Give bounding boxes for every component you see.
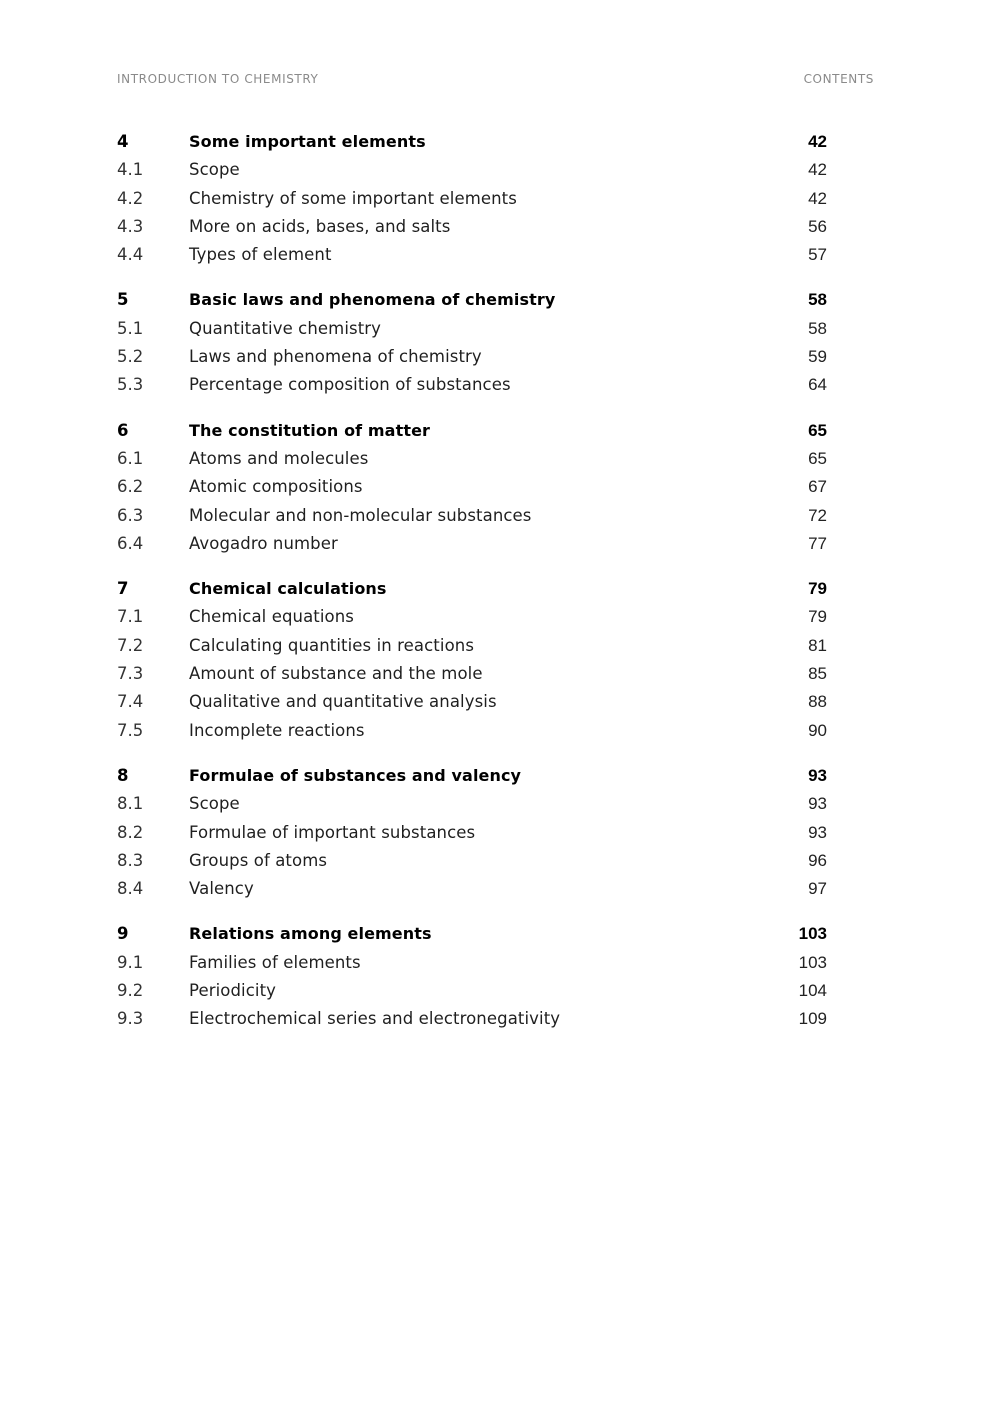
page-number: 81	[808, 635, 827, 655]
section-entry[interactable]	[117, 1005, 827, 1033]
section-number: 7.3	[117, 664, 144, 684]
page-number: 103	[798, 924, 827, 944]
chapter-4	[117, 128, 827, 269]
page-number: 109	[798, 1009, 827, 1029]
page-number: 59	[808, 347, 827, 367]
chapter-heading[interactable]	[117, 920, 827, 948]
section-entry[interactable]	[117, 530, 827, 558]
page-number: 77	[808, 533, 827, 553]
section-entry[interactable]	[117, 632, 827, 660]
section-title: Periodicity	[189, 981, 277, 1001]
section-number: 5.2	[117, 347, 144, 367]
section-number: 8.1	[117, 794, 144, 814]
page-number: 85	[808, 664, 827, 684]
section-number: 6.2	[117, 477, 144, 497]
chapter-number: 7	[117, 579, 129, 599]
running-header	[117, 72, 874, 90]
section-title: Chemistry of some important elements	[189, 188, 517, 208]
page-number: 65	[808, 420, 827, 440]
page-number: 93	[808, 765, 827, 785]
section-entry[interactable]	[117, 688, 827, 716]
chapter-heading[interactable]	[117, 128, 827, 156]
section-entry[interactable]	[117, 371, 827, 399]
section-entry[interactable]	[117, 949, 827, 977]
section-number: 8.3	[117, 850, 144, 870]
section-entry[interactable]	[117, 213, 827, 241]
page-number: 88	[808, 692, 827, 712]
section-title: Atomic compositions	[189, 477, 363, 497]
page-number: 58	[808, 318, 827, 338]
page-number: 65	[808, 448, 827, 468]
chapter-heading[interactable]	[117, 286, 827, 314]
section-number: 5.3	[117, 375, 144, 395]
chapter-title: Formulae of substances and valency	[189, 765, 522, 785]
chapter-title: Some important elements	[189, 132, 426, 151]
section-entry[interactable]	[117, 156, 827, 184]
section-number: 6.3	[117, 505, 144, 525]
section-number: 4.3	[117, 216, 144, 236]
section-title: Formulae of important substances	[189, 822, 476, 842]
page-number: 79	[808, 579, 827, 599]
section-entry[interactable]	[117, 445, 827, 473]
section-number: 4.4	[117, 245, 144, 265]
section-title: Groups of atoms	[189, 850, 328, 870]
section-title: Amount of substance and the mole	[189, 664, 483, 684]
page-number: 97	[808, 879, 827, 899]
book-title: INTRODUCTION TO CHEMISTRY	[117, 72, 319, 86]
section-title: Chemical equations	[189, 607, 354, 627]
page-number: 72	[808, 505, 827, 525]
page-number: 79	[808, 607, 827, 627]
page-number: 42	[808, 132, 827, 151]
section-number: 7.4	[117, 692, 144, 712]
chapter-number: 4	[117, 132, 129, 151]
page-number: 42	[808, 160, 827, 180]
section-title: Laws and phenomena of chemistry	[189, 347, 482, 367]
section-number: 9.1	[117, 952, 144, 972]
chapter-number: 5	[117, 290, 129, 310]
page-number: 93	[808, 822, 827, 842]
section-title: Atoms and molecules	[189, 448, 369, 468]
chapter-title: Relations among elements	[189, 924, 432, 944]
section-entry[interactable]	[117, 343, 827, 371]
table-of-contents	[117, 128, 827, 1051]
chapter-6	[117, 417, 827, 558]
section-number: 6.4	[117, 533, 144, 553]
section-entry[interactable]	[117, 473, 827, 501]
section-entry[interactable]	[117, 819, 827, 847]
chapter-number: 9	[117, 924, 129, 944]
page-number: 56	[808, 216, 827, 236]
section-number: 7.2	[117, 635, 144, 655]
chapter-5	[117, 286, 827, 399]
section-entry[interactable]	[117, 241, 827, 269]
chapter-heading[interactable]	[117, 762, 827, 790]
section-entry[interactable]	[117, 185, 827, 213]
section-title: More on acids, bases, and salts	[189, 216, 451, 236]
section-entry[interactable]	[117, 875, 827, 903]
chapter-title: Basic laws and phenomena of chemistry	[189, 290, 556, 310]
section-title: Qualitative and quantitative analysis	[189, 692, 497, 712]
section-entry[interactable]	[117, 502, 827, 530]
section-number: 6.1	[117, 448, 144, 468]
section-label: CONTENTS	[803, 72, 874, 86]
section-title: Scope	[189, 160, 240, 180]
section-number: 4.1	[117, 160, 144, 180]
chapter-title: Chemical calculations	[189, 579, 387, 599]
page-number: 42	[808, 188, 827, 208]
chapter-number: 8	[117, 765, 129, 785]
section-title: Scope	[189, 794, 240, 814]
section-title: Quantitative chemistry	[189, 318, 382, 338]
section-entry[interactable]	[117, 717, 827, 745]
page-number: 64	[808, 375, 827, 395]
section-number: 8.2	[117, 822, 144, 842]
page-number: 67	[808, 477, 827, 497]
section-title: Valency	[189, 879, 254, 899]
page-number: 96	[808, 850, 827, 870]
section-title: Molecular and non-molecular substances	[189, 505, 532, 525]
page-number: 103	[798, 952, 827, 972]
chapter-heading[interactable]	[117, 575, 827, 603]
section-title: Avogadro number	[189, 533, 338, 553]
section-title: Electrochemical series and electronegativity	[189, 1009, 561, 1029]
chapter-7	[117, 575, 827, 745]
chapter-8	[117, 762, 827, 903]
section-number: 9.3	[117, 1009, 144, 1029]
section-title: Percentage composition of substances	[189, 375, 511, 395]
section-title: Types of element	[189, 245, 332, 265]
page-number: 93	[808, 794, 827, 814]
page-number: 57	[808, 245, 827, 265]
chapter-number: 6	[117, 420, 129, 440]
section-title: Calculating quantities in reactions	[189, 635, 475, 655]
section-title: Families of elements	[189, 952, 361, 972]
section-number: 9.2	[117, 981, 144, 1001]
section-title: Incomplete reactions	[189, 720, 365, 740]
page-number: 90	[808, 720, 827, 740]
chapter-title: The constitution of matter	[189, 420, 431, 440]
chapter-heading[interactable]	[117, 417, 827, 445]
section-number: 7.5	[117, 720, 144, 740]
section-number: 5.1	[117, 318, 144, 338]
section-number: 4.2	[117, 188, 144, 208]
section-entry[interactable]	[117, 660, 827, 688]
page-number: 104	[798, 981, 827, 1001]
section-entry[interactable]	[117, 315, 827, 343]
page-number: 58	[808, 290, 827, 310]
section-entry[interactable]	[117, 603, 827, 631]
section-entry[interactable]	[117, 847, 827, 875]
section-entry[interactable]	[117, 790, 827, 818]
section-entry[interactable]	[117, 977, 827, 1005]
section-number: 8.4	[117, 879, 144, 899]
section-number: 7.1	[117, 607, 144, 627]
chapter-9	[117, 920, 827, 1033]
